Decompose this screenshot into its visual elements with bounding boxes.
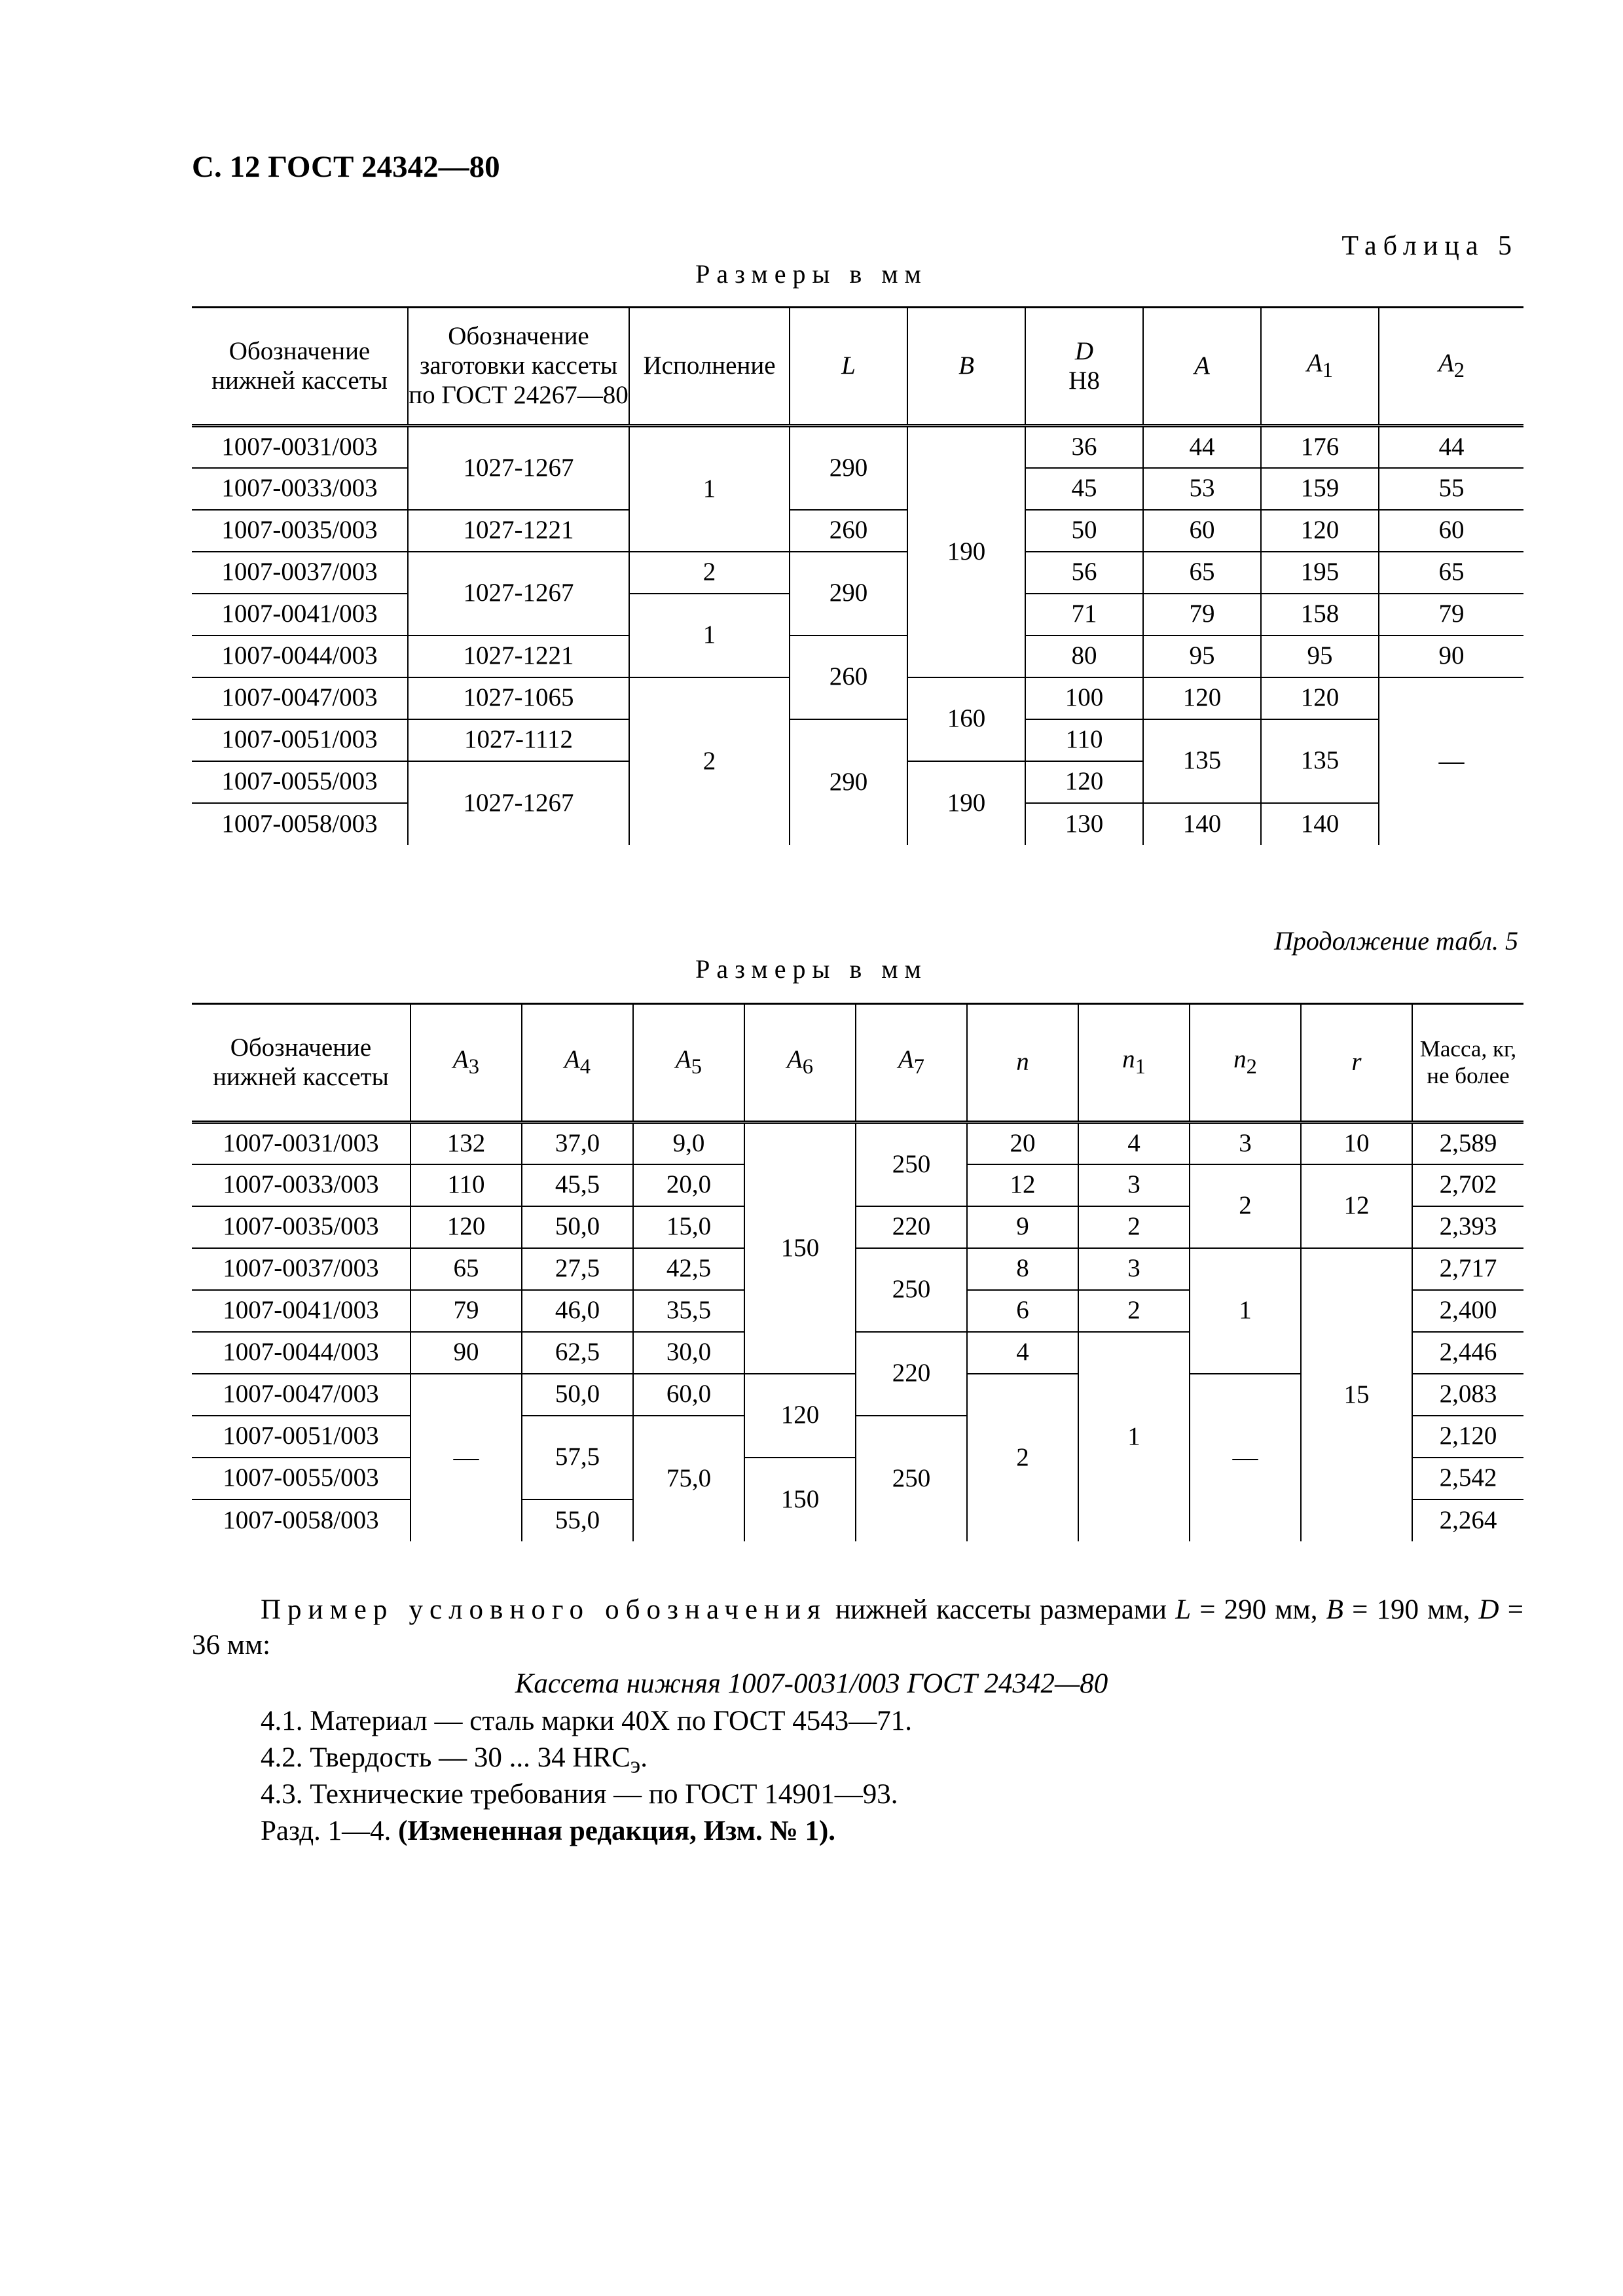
table-5 xyxy=(192,306,1523,845)
A5-cell: 9,0 xyxy=(633,1122,744,1164)
A1-cell: 120 xyxy=(1261,677,1379,719)
units-caption: Размеры в мм xyxy=(695,954,928,984)
A3-cell: 120 xyxy=(410,1206,522,1248)
A2-cell: 90 xyxy=(1379,636,1523,677)
mass-cell: 2,446 xyxy=(1412,1332,1523,1374)
A1-cell: 195 xyxy=(1261,552,1379,594)
A5-cell: 42,5 xyxy=(633,1248,744,1290)
mass-cell: 2,717 xyxy=(1412,1248,1523,1290)
mass-cell: 2,083 xyxy=(1412,1374,1523,1416)
header-designation: Обозначение нижней кассеты xyxy=(192,308,408,426)
r-cell: 15 xyxy=(1301,1248,1412,1541)
designation-cell: 1007-0058/003 xyxy=(192,803,408,845)
A4-cell: 57,5 xyxy=(522,1416,633,1499)
designation-cell: 1007-0037/003 xyxy=(192,1248,410,1290)
n-cell: 6 xyxy=(967,1290,1078,1332)
A6-cell: 150 xyxy=(744,1458,856,1541)
paragraph-material: 4.1. Материал — сталь марки 40Х по ГОСТ 4543—71. xyxy=(261,1706,912,1736)
table-label: Таблица 5 xyxy=(1341,231,1518,261)
paragraph-requirements: 4.3. Технические требования — по ГОСТ 14901—93. xyxy=(261,1779,898,1810)
D-cell: 120 xyxy=(1025,761,1143,803)
designation-cell: 1007-0051/003 xyxy=(192,1416,410,1458)
designation-cell: 1007-0033/003 xyxy=(192,468,408,510)
n2-cell: 2 xyxy=(1190,1164,1301,1248)
mass-cell: 2,542 xyxy=(1412,1458,1523,1499)
D-cell: 45 xyxy=(1025,468,1143,510)
n1-cell: 1 xyxy=(1078,1332,1190,1541)
n-cell: 9 xyxy=(967,1206,1078,1248)
D-cell: 50 xyxy=(1025,510,1143,552)
A6-cell: 120 xyxy=(744,1374,856,1458)
L-cell: 290 xyxy=(790,719,907,845)
A4-cell: 45,5 xyxy=(522,1164,633,1206)
version-cell: 1 xyxy=(629,426,790,552)
A1-cell: 120 xyxy=(1261,510,1379,552)
A1-cell: 95 xyxy=(1261,636,1379,677)
example-text: нижней кассеты размерами xyxy=(835,1594,1167,1625)
n-cell: 4 xyxy=(967,1332,1078,1374)
A-cell: 53 xyxy=(1143,468,1261,510)
D-cell: 100 xyxy=(1025,677,1143,719)
A4-cell: 50,0 xyxy=(522,1206,633,1248)
blank-cell: 1027-1065 xyxy=(408,677,629,719)
D-cell: 80 xyxy=(1025,636,1143,677)
table-row xyxy=(192,510,1523,552)
designation-cell: 1007-0055/003 xyxy=(192,761,408,803)
blank-cell: 1027-1112 xyxy=(408,719,629,761)
version-cell: 2 xyxy=(629,552,790,594)
B-cell: 160 xyxy=(907,677,1025,761)
designation-cell: 1007-0041/003 xyxy=(192,1290,410,1332)
blank-cell: 1027-1267 xyxy=(408,426,629,510)
designation-cell: 1007-0031/003 xyxy=(192,1122,410,1164)
designation-cell: 1007-0035/003 xyxy=(192,510,408,552)
designation-cell: 1007-0044/003 xyxy=(192,1332,410,1374)
A2-cell: 44 xyxy=(1379,426,1523,468)
blank-cell: 1027-1267 xyxy=(408,552,629,636)
n1-cell: 2 xyxy=(1078,1290,1190,1332)
A4-cell: 50,0 xyxy=(522,1374,633,1416)
mass-cell: 2,702 xyxy=(1412,1164,1523,1206)
header-A5: $A_5$ xyxy=(633,1004,744,1122)
header-A: A xyxy=(1143,308,1261,426)
header-A7: $A_7$ xyxy=(856,1004,967,1122)
header-L: L xyxy=(790,308,907,426)
n-cell: 8 xyxy=(967,1248,1078,1290)
A5-cell: 60,0 xyxy=(633,1374,744,1416)
A-cell: 60 xyxy=(1143,510,1261,552)
designation-cell: 1007-0037/003 xyxy=(192,552,408,594)
header-r: r xyxy=(1301,1004,1412,1122)
designation-cell: 1007-0041/003 xyxy=(192,594,408,636)
header-n1: $n_1$ xyxy=(1078,1004,1190,1122)
A-cell: 79 xyxy=(1143,594,1261,636)
n-cell: 2 xyxy=(967,1374,1078,1541)
n-cell: 20 xyxy=(967,1122,1078,1164)
A7-cell: 250 xyxy=(856,1122,967,1206)
A2-cell: 60 xyxy=(1379,510,1523,552)
A1-cell: 159 xyxy=(1261,468,1379,510)
L-cell: 260 xyxy=(790,636,907,719)
D-cell: 56 xyxy=(1025,552,1143,594)
designation-cell: 1007-0047/003 xyxy=(192,677,408,719)
designation-cell: 1007-0033/003 xyxy=(192,1164,410,1206)
table-5-continuation xyxy=(192,1003,1523,1541)
A4-cell: 27,5 xyxy=(522,1248,633,1290)
header-mass: Масса, кг, не более xyxy=(1412,1004,1523,1122)
B-cell: 190 xyxy=(907,761,1025,845)
A5-cell: 75,0 xyxy=(633,1416,744,1541)
n1-cell: 2 xyxy=(1078,1206,1190,1248)
example-designation: Кассета нижняя 1007-0031/003 ГОСТ 24342—80 xyxy=(515,1668,1108,1699)
r-cell: 12 xyxy=(1301,1164,1412,1248)
n1-cell: 3 xyxy=(1078,1164,1190,1206)
n-cell: 12 xyxy=(967,1164,1078,1206)
A2-cell: 65 xyxy=(1379,552,1523,594)
continuation-label: Продолжение табл. 5 xyxy=(1273,926,1518,956)
n1-cell: 3 xyxy=(1078,1248,1190,1290)
A2-cell: — xyxy=(1379,677,1523,845)
header-A4: $A_4$ xyxy=(522,1004,633,1122)
D-cell: 110 xyxy=(1025,719,1143,761)
n1-cell: 4 xyxy=(1078,1122,1190,1164)
A-cell: 65 xyxy=(1143,552,1261,594)
B-cell: 190 xyxy=(907,426,1025,677)
L-cell: 260 xyxy=(790,510,907,552)
designation-cell: 1007-0058/003 xyxy=(192,1499,410,1541)
A-cell: 95 xyxy=(1143,636,1261,677)
header-A1: $A_1$ xyxy=(1261,308,1379,426)
paragraph-amendment: Разд. 1—4. (Измененная редакция, Изм. № 1). xyxy=(261,1816,836,1846)
D-cell: 130 xyxy=(1025,803,1143,845)
header-n2: $n_2$ xyxy=(1190,1004,1301,1122)
A7-cell: 220 xyxy=(856,1206,967,1248)
version-cell: 2 xyxy=(629,677,790,845)
A-cell: 140 xyxy=(1143,803,1261,845)
n2-cell: 1 xyxy=(1190,1248,1301,1374)
designation-cell: 1007-0031/003 xyxy=(192,426,408,468)
D-cell: 71 xyxy=(1025,594,1143,636)
table-row xyxy=(192,1122,1523,1164)
A1-cell: 140 xyxy=(1261,803,1379,845)
A3-cell: 132 xyxy=(410,1122,522,1164)
A4-cell: 46,0 xyxy=(522,1290,633,1332)
A1-cell: 176 xyxy=(1261,426,1379,468)
mass-cell: 2,264 xyxy=(1412,1499,1523,1541)
mass-cell: 2,393 xyxy=(1412,1206,1523,1248)
page-header: С. 12 ГОСТ 24342—80 xyxy=(192,150,500,184)
L-cell: 290 xyxy=(790,426,907,510)
designation-cell: 1007-0051/003 xyxy=(192,719,408,761)
designation-cell: 1007-0044/003 xyxy=(192,636,408,677)
version-cell: 1 xyxy=(629,594,790,677)
blank-cell: 1027-1267 xyxy=(408,761,629,845)
A5-cell: 30,0 xyxy=(633,1332,744,1374)
A4-cell: 62,5 xyxy=(522,1332,633,1374)
mass-cell: 2,589 xyxy=(1412,1122,1523,1164)
designation-cell: 1007-0055/003 xyxy=(192,1458,410,1499)
paragraph-hardness: 4.2. Твердость — 30 ... 34 $HRC_э$. xyxy=(261,1742,647,1778)
n2-cell: 3 xyxy=(1190,1122,1301,1164)
A3-cell: 65 xyxy=(410,1248,522,1290)
example-paragraph: Пример условного обозначения нижней кассеты размерами L = 290 мм, B = 190 мм, D = 36 мм: xyxy=(192,1594,1523,1660)
header-A2: $A_2$ xyxy=(1379,308,1523,426)
header-B: B xyxy=(907,308,1025,426)
table-row xyxy=(192,1248,1523,1290)
blank-cell: 1027-1221 xyxy=(408,510,629,552)
L-cell: 290 xyxy=(790,552,907,636)
mass-cell: 2,400 xyxy=(1412,1290,1523,1332)
mass-cell: 2,120 xyxy=(1412,1416,1523,1458)
A3-cell: — xyxy=(410,1374,522,1541)
D-cell: 36 xyxy=(1025,426,1143,468)
table-row xyxy=(192,426,1523,468)
A2-cell: 55 xyxy=(1379,468,1523,510)
header-A3: $A_3$ xyxy=(410,1004,522,1122)
A7-cell: 250 xyxy=(856,1248,967,1332)
A3-cell: 79 xyxy=(410,1290,522,1332)
header-D-symbol: D xyxy=(1074,336,1094,365)
designation-cell: 1007-0035/003 xyxy=(192,1206,410,1248)
A6-cell: 150 xyxy=(744,1122,856,1374)
r-cell: 10 xyxy=(1301,1122,1412,1164)
A2-cell: 79 xyxy=(1379,594,1523,636)
A7-cell: 250 xyxy=(856,1416,967,1541)
blank-cell: 1027-1221 xyxy=(408,636,629,677)
A1-cell: 158 xyxy=(1261,594,1379,636)
header-blank: Обозначение заготовки кассеты по ГОСТ 24267—80 xyxy=(408,308,629,426)
A4-cell: 55,0 xyxy=(522,1499,633,1541)
A3-cell: 110 xyxy=(410,1164,522,1206)
A-cell: 120 xyxy=(1143,677,1261,719)
A7-cell: 220 xyxy=(856,1332,967,1416)
header-n: n xyxy=(967,1004,1078,1122)
A4-cell: 37,0 xyxy=(522,1122,633,1164)
header-D-tolerance: H8 xyxy=(1068,366,1100,395)
table-row xyxy=(192,719,1523,761)
A5-cell: 20,0 xyxy=(633,1164,744,1206)
header-version: Исполнение xyxy=(629,308,790,426)
A-cell: 44 xyxy=(1143,426,1261,468)
table-row xyxy=(192,552,1523,594)
header-designation: Обозначение нижней кассеты xyxy=(192,1004,410,1122)
A-cell: 135 xyxy=(1143,719,1261,803)
header-A6: $A_6$ xyxy=(744,1004,856,1122)
units-caption: Размеры в мм xyxy=(695,259,928,289)
designation-cell: 1007-0047/003 xyxy=(192,1374,410,1416)
A5-cell: 15,0 xyxy=(633,1206,744,1248)
A3-cell: 90 xyxy=(410,1332,522,1374)
A1-cell: 135 xyxy=(1261,719,1379,803)
header-D xyxy=(1025,308,1143,426)
example-lead: Пример условного обозначения xyxy=(261,1594,827,1625)
table-row xyxy=(192,636,1523,677)
A5-cell: 35,5 xyxy=(633,1290,744,1332)
n2-cell: — xyxy=(1190,1374,1301,1541)
